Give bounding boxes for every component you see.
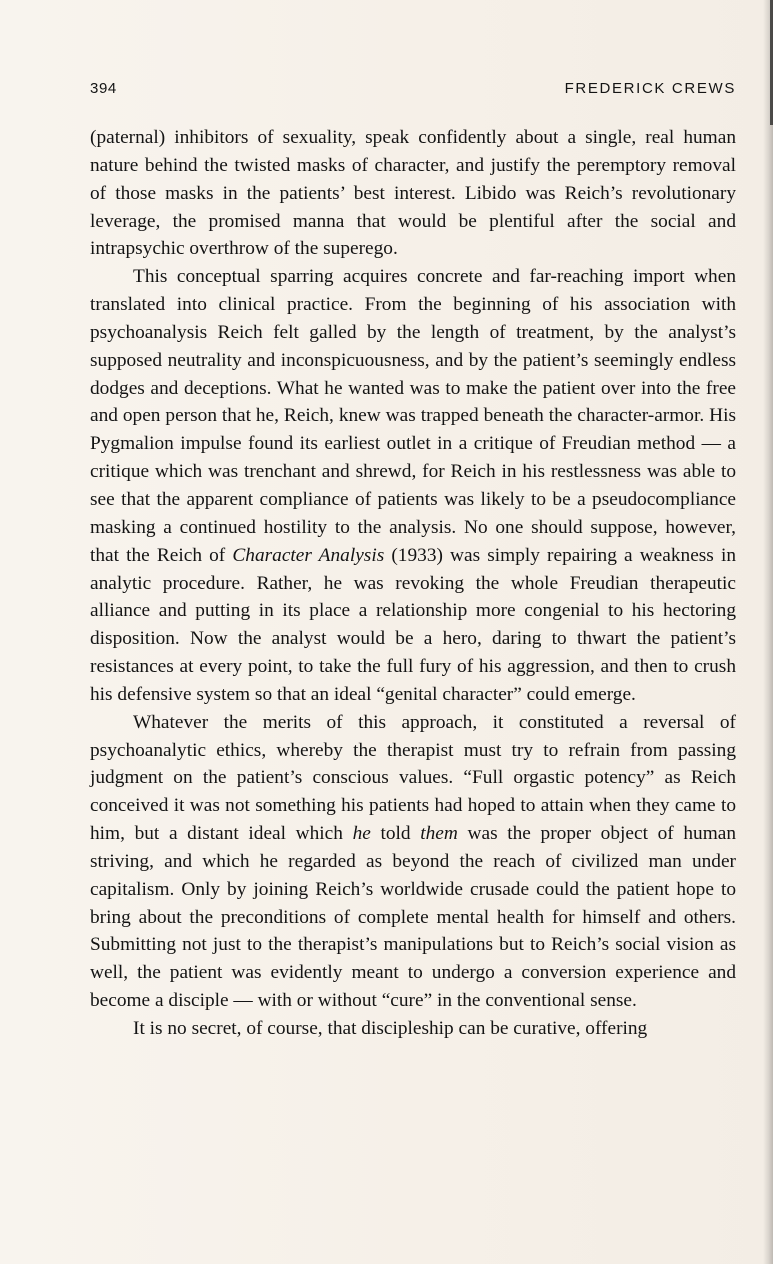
paragraph-3-text-b: told bbox=[370, 823, 421, 845]
paragraph-1-text: (paternal) inhibitors of sexuality, speak confidently about a single, real human nature behind the twisted masks of character, and justify the peremptory removal of those masks in the patients’ best interest. Libido was Reich’s revolutionary leverage, the promised manna that would be plentiful after the social and intrapsychic overthrow of the superego. bbox=[90, 127, 736, 260]
emphasis-them: them bbox=[420, 823, 458, 845]
page-header bbox=[90, 80, 736, 102]
paragraph-2 bbox=[90, 263, 736, 709]
page-edge-shadow bbox=[763, 0, 773, 1264]
body-text bbox=[90, 124, 736, 1043]
book-title-character-analysis: Character Analysis bbox=[232, 544, 385, 566]
paragraph-3-text-c: was the proper object of human striving, and which he regarded as beyond the reach of civilized man under capitalism. Only by joining Reich’s worldwide crusade could the patient hope to bring about the preconditions of complete mental health for himself and others. Submitting not just to the therapist’s manipulations but to Reich’s social vision as well, the patient was evidently meant to undergo a conversion experience and become a disciple — with or without “cure” in the conventional sense. bbox=[90, 823, 737, 1012]
emphasis-he: he bbox=[352, 823, 371, 845]
paragraph-4 bbox=[90, 1015, 736, 1043]
paragraph-2-text-b: (1933) was simply repairing a weakness in analytic procedure. Rather, he was revoking the whole Freudian therapeutic alliance and putting in its place a relationship more congenial to his hectoring disposition. Now the analyst would be a hero, daring to thwart the patient’s resistances at every point, to take the full fury of his aggression, and then to crush his defensive system so that an ideal “genital character” could emerge. bbox=[90, 544, 737, 705]
paragraph-4-text: It is no secret, of course, that discipleship can be curative, offering bbox=[133, 1018, 648, 1039]
paragraph-3 bbox=[90, 709, 736, 1015]
paragraph-3-text-a: Whatever the merits of this approach, it constituted a reversal of psychoanalytic ethics, whereby the therapist must try to refrain from passing judgment on the patient’s conscious values. “Full orgastic potency” as Reich conceived it was not something his patients had hoped to attain when they came to him, but a distant ideal which bbox=[90, 711, 736, 845]
page-number: 394 bbox=[90, 80, 117, 97]
running-head: FREDERICK CREWS bbox=[564, 80, 736, 97]
paragraph-2-text-a: This conceptual sparring acquires concrete and far-reaching import when translated into clinical practice. From the beginning of his association with psychoanalysis Reich felt galled by the length of treatment, by the analyst’s supposed neutrality and inconspicuousness, and by the patient’s seemingly endless dodges and deceptions. What he wanted was to make the patient over into the free and open person that he, Reich, knew was trapped beneath the character-armor. His Pygmalion impulse found its earliest outlet in a critique of Freudian method — a critique which was trenchant and shrewd, for Reich in his restlessness was able to see that the apparent compliance of patients was likely to be a pseudocompliance masking a continued hostility to the analysis. No one should suppose, however, that the Reich of bbox=[90, 266, 736, 566]
paragraph-1 bbox=[90, 124, 736, 263]
